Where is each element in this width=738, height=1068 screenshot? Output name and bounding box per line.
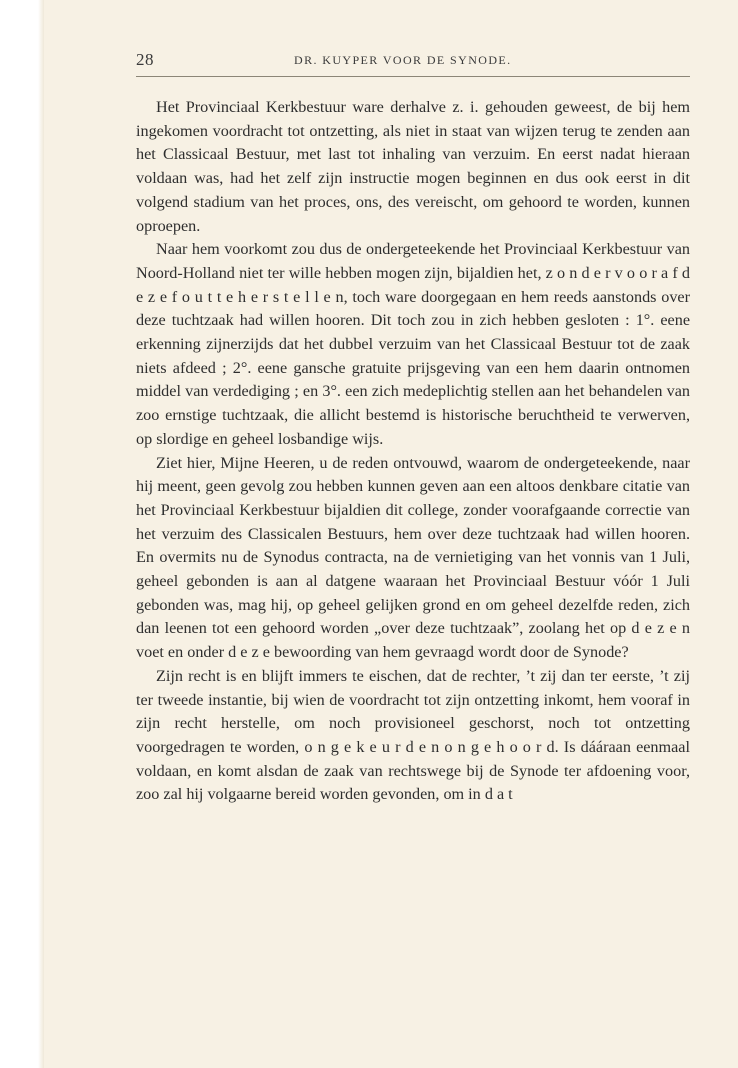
page-gutter-shadow: [0, 0, 44, 1068]
page-number: 28: [136, 50, 154, 69]
paragraph-3: Ziet hier, Mijne Heeren, u de reden ontvouwd, waarom de ondergeteekende, naar hij meent, geen gevolg zou hebben kunnen geven aan een altoos denkbare citatie van het Provinciaal Kerkbestuur bijaldien dit college, zonder voorafgaande correctie van het verzuim des Classicalen Bestuurs, hem over deze tuchtzaak had willen hooren. En overmits nu de Synodus contracta, na de vernietiging van het vonnis van 1 Juli, geheel gebonden is aan al datgene waaraan het Provinciaal Bestuur vóór 1 Juli gebonden was, mag hij, op geheel gelijken grond en om geheel dezelfde reden, zich dan leenen tot een gehoord worden „over deze tuchtzaak”, zoolang het op d e z e n voet en onder d e z e bewoording van hem gevraagd wordt door de Synode?: [136, 453, 690, 662]
page-header: [136, 50, 692, 74]
body-text: [136, 96, 690, 807]
paragraph-1: Het Provinciaal Kerkbestuur ware derhalve z. i. gehouden geweest, de bij hem ingekomen voordracht tot ontzetting, als niet in staat van wijzen terug te zenden aan het Classicaal Bestuur, met last tot inhaling van verzuim. En eerst nadat hieraan voldaan was, had het zelf zijn instructie mogen beginnen en dus ook eerst in dit volgend stadium van het proces, ons, des vereischt, om gehoord te worden, kunnen oproepen.: [136, 98, 690, 235]
paragraph-4: Zijn recht is en blijft immers te eischen, dat de rechter, ’t zij dan ter eerste, ’t zij ter tweede instantie, bij wien de voordracht tot zijn ontzetting inkomt, hem vooraf in zijn recht herstelle, om noch provisioneel geschorst, noch tot ontzetting voorgedragen te worden, o n g e k e u r d e n o n g e h o o r d. Is dááraan eenmaal voldaan, en komt alsdan de zaak van rechtswege bij de Synode ter afdoening voor, zoo zal hij volgaarne bereid worden gevonden, om in d a t: [136, 666, 690, 804]
running-head: DR. KUYPER VOOR DE SYNODE.: [294, 53, 512, 67]
paragraph-2: Naar hem voorkomt zou dus de ondergeteekende het Provinciaal Kerkbestuur van Noord-Holland niet ter wille hebben mogen zijn, bijaldien het, z o n d e r v o o r a f d e z e f o u t t e h e r s t e l l e n, toch ware doorgegaan en hem reeds aanstonds over deze tuchtzaak had willen hooren. Dit toch zou in zich hebben gesloten : 1°. eene erkenning zijnerzijds dat het dubbel verzuim van het Classicaal Bestuur tot de zaak niets afdeed ; 2°. eene gansche gratuite prijsgeving van een hem daarin ontnomen middel van verdediging ; en 3°. een zich medeplichtig stellen aan het behandelen van zoo ernstige tuchtzaak, die allicht bestemd is historische beruchtheid te verwerven, op slordige en geheel losbandige wijs.: [136, 240, 690, 448]
header-rule: [136, 76, 690, 77]
